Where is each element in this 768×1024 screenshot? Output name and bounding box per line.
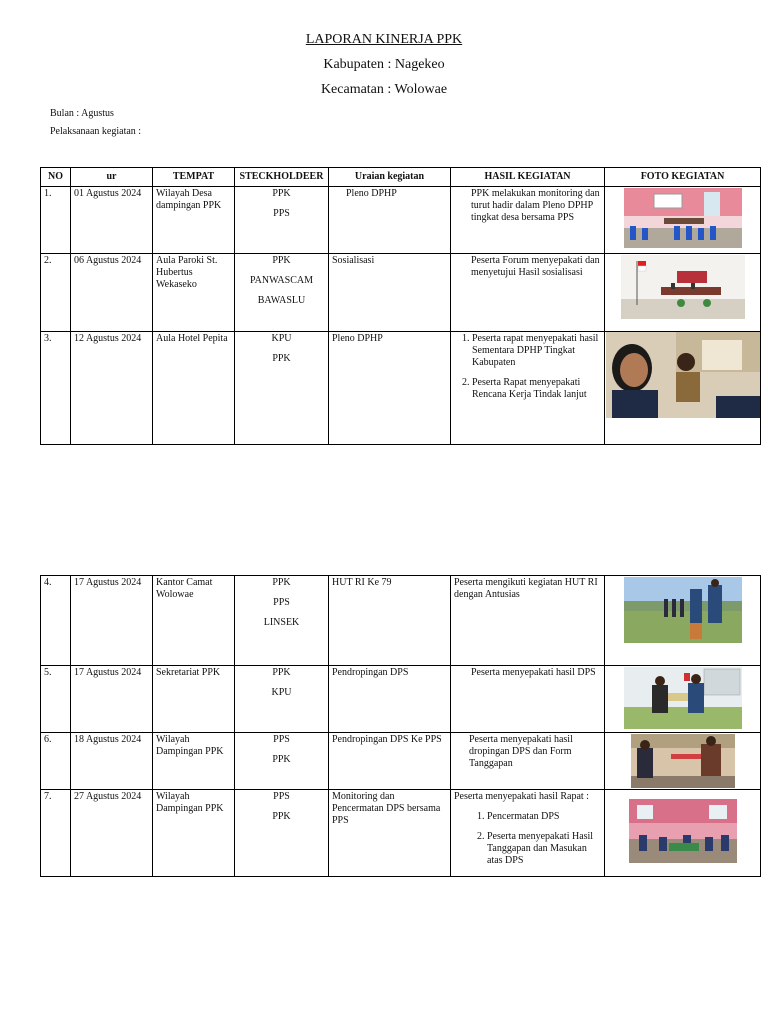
table-row <box>41 790 761 877</box>
photo-handover-dps <box>624 667 742 729</box>
row-place: Kantor Camat Wolowae <box>153 576 235 666</box>
photo-selfie-hotel-hall <box>606 332 760 418</box>
row-date: 17 Agustus 2024 <box>71 666 153 733</box>
table-header-row <box>41 168 761 187</box>
row-place: Sekretariat PPK <box>153 666 235 733</box>
header-ur: ur <box>71 168 153 187</box>
row-description: Sosialisasi <box>329 254 451 332</box>
table-row <box>41 332 761 445</box>
row-photo-cell <box>605 187 761 254</box>
row-stakeholders: PPK PANWASCAM BAWASLU <box>235 254 329 332</box>
header-uraian: Uraian kegiatan <box>329 168 451 187</box>
photo-room-meeting-pink <box>629 799 737 863</box>
row-result: Peserta menyepakati hasil DPS <box>451 666 605 733</box>
photo-meeting-hall-pink-wall <box>624 188 742 248</box>
row-description: Monitoring dan Pencermatan DPS bersama PPS <box>329 790 451 877</box>
table-row <box>41 666 761 733</box>
kabupaten-line: Kabupaten : Nagekeo <box>323 57 445 72</box>
row-no: 1. <box>41 187 71 254</box>
row-no: 3. <box>41 332 71 445</box>
row-date: 06 Agustus 2024 <box>71 254 153 332</box>
row-description: HUT RI Ke 79 <box>329 576 451 666</box>
row-no: 5. <box>41 666 71 733</box>
row-place: Wilayah Desa dampingan PPK <box>153 187 235 254</box>
row-photo-cell <box>605 733 761 790</box>
photo-ceremony-field <box>624 577 742 643</box>
result-item: 2. Peserta Rapat menyepakati Rencana Kerja Tindak lanjut <box>472 377 601 401</box>
row-no: 7. <box>41 790 71 877</box>
row-place: Aula Hotel Pepita <box>153 332 235 445</box>
row-date: 12 Agustus 2024 <box>71 332 153 445</box>
header-hasil: HASIL KEGIATAN <box>451 168 605 187</box>
row-description: Pleno DPHP <box>329 187 451 254</box>
photo-document-handover <box>631 734 735 788</box>
row-photo-cell <box>605 666 761 733</box>
row-place: Wilayah Dampingan PPK <box>153 790 235 877</box>
table-row <box>41 576 761 666</box>
row-date: 27 Agustus 2024 <box>71 790 153 877</box>
header-no: NO <box>41 168 71 187</box>
row-photo-cell <box>605 254 761 332</box>
row-stakeholders: PPK PPS LINSEK <box>235 576 329 666</box>
row-no: 2. <box>41 254 71 332</box>
header-tempat: TEMPAT <box>153 168 235 187</box>
photo-forum-stage-banner <box>621 255 745 319</box>
report-title: LAPORAN KINERJA PPK <box>305 32 463 47</box>
row-result: Peserta menyepakati hasil dropingan DPS dan Form Tanggapan <box>451 733 605 790</box>
row-description: Pendropingan DPS <box>329 666 451 733</box>
row-photo-cell <box>605 790 761 877</box>
row-date: 01 Agustus 2024 <box>71 187 153 254</box>
row-place: Aula Paroki St. Hubertus Wekaseko <box>153 254 235 332</box>
row-description: Pleno DPHP <box>329 332 451 445</box>
row-photo-cell <box>605 576 761 666</box>
row-stakeholders: PPK PPS <box>235 187 329 254</box>
row-stakeholders: KPU PPK <box>235 332 329 445</box>
row-result <box>451 790 605 877</box>
row-no: 6. <box>41 733 71 790</box>
row-result: Peserta mengikuti kegiatan HUT RI dengan Antusias <box>451 576 605 666</box>
row-stakeholders: PPS PPK <box>235 790 329 877</box>
row-stakeholders: PPK KPU <box>235 666 329 733</box>
table-row <box>41 254 761 332</box>
table-row <box>41 187 761 254</box>
header-foto: FOTO KEGIATAN <box>605 168 761 187</box>
kecamatan-line: Kecamatan : Wolowae <box>320 82 448 97</box>
activity-table-page-2 <box>40 575 761 877</box>
row-stakeholders: PPS PPK <box>235 733 329 790</box>
row-no: 4. <box>41 576 71 666</box>
row-result: PPK melakukan monitoring dan turut hadir dalam Pleno DPHP tingkat desa bersama PPS <box>451 187 605 254</box>
result-item: 1. Peserta rapat menyepakati hasil Sementara DPHP Tingkat Kabupaten <box>472 333 601 369</box>
row-description: Pendropingan DPS Ke PPS <box>329 733 451 790</box>
activity-table-page-1 <box>40 167 761 445</box>
table-row <box>41 733 761 790</box>
pelaksanaan-line: Pelaksanaan kegiatan : <box>50 126 142 137</box>
row-date: 18 Agustus 2024 <box>71 733 153 790</box>
header-stakeholder: STECKHOLDEER <box>235 168 329 187</box>
row-result: Peserta Forum menyepakati dan menyetujui Hasil sosialisasi <box>451 254 605 332</box>
result-intro: Peserta menyepakati hasil Rapat : <box>454 791 589 802</box>
row-place: Wilayah Dampingan PPK <box>153 733 235 790</box>
result-item: 1. Pencermatan DPS <box>487 811 601 823</box>
row-result <box>451 332 605 445</box>
result-item: 2. Peserta menyepakati Hasil Tanggapan dan Masukan atas DPS <box>487 831 601 867</box>
row-photo-cell <box>605 332 761 445</box>
bulan-line: Bulan : Agustus <box>50 108 114 119</box>
row-date: 17 Agustus 2024 <box>71 576 153 666</box>
